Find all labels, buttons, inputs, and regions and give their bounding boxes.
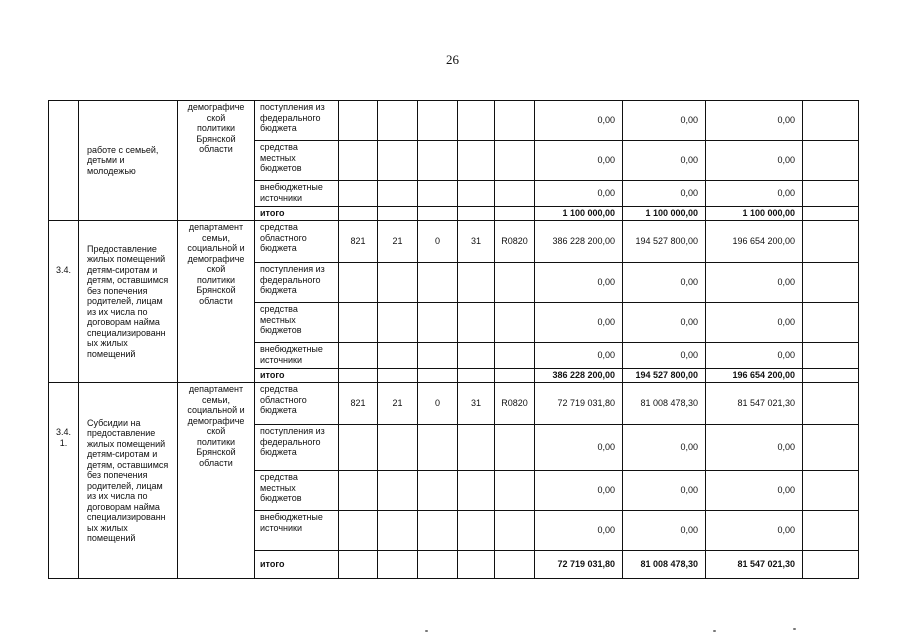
program-code: 31: [458, 221, 495, 263]
amount-year-1: 0,00: [535, 303, 623, 343]
gov-code: [339, 343, 378, 369]
target-code: [495, 551, 535, 579]
gov-code: [339, 369, 378, 383]
subsection-code: [418, 425, 458, 471]
subsection-code: [418, 471, 458, 511]
amount-year-2: 0,00: [623, 471, 706, 511]
amount-year-3: 81 547 021,30: [706, 551, 803, 579]
target-code: [495, 369, 535, 383]
extra-column: [803, 511, 859, 551]
funding-source: средства местных бюджетов: [255, 303, 339, 343]
gov-code: [339, 551, 378, 579]
subsection-code: [418, 141, 458, 181]
target-code: [495, 511, 535, 551]
gov-code: [339, 207, 378, 221]
amount-year-1: 72 719 031,80: [535, 551, 623, 579]
section-code: 21: [378, 383, 418, 425]
amount-year-1: 386 228 200,00: [535, 221, 623, 263]
extra-column: [803, 221, 859, 263]
section-code: [378, 101, 418, 141]
item-number: [49, 101, 79, 221]
funding-source: средства областного бюджета: [255, 383, 339, 425]
amount-year-1: 1 100 000,00: [535, 207, 623, 221]
funding-source: итого: [255, 369, 339, 383]
item-executor: департамент семьи, социальной и демографиче ской политики Брянской области: [178, 221, 255, 383]
section-code: [378, 343, 418, 369]
amount-year-2: 0,00: [623, 101, 706, 141]
program-code: [458, 425, 495, 471]
target-code: [495, 263, 535, 303]
amount-year-3: 0,00: [706, 141, 803, 181]
program-code: [458, 551, 495, 579]
funding-source: итого: [255, 207, 339, 221]
amount-year-1: 0,00: [535, 263, 623, 303]
amount-year-3: 0,00: [706, 101, 803, 141]
program-code: [458, 141, 495, 181]
program-code: [458, 181, 495, 207]
gov-code: [339, 181, 378, 207]
table-row: [49, 101, 859, 141]
program-code: [458, 207, 495, 221]
subsection-code: [418, 551, 458, 579]
subsection-code: [418, 263, 458, 303]
program-code: 31: [458, 383, 495, 425]
amount-year-3: 81 547 021,30: [706, 383, 803, 425]
gov-code: 821: [339, 221, 378, 263]
extra-column: [803, 181, 859, 207]
program-code: [458, 263, 495, 303]
amount-year-3: 0,00: [706, 471, 803, 511]
gov-code: [339, 263, 378, 303]
section-code: [378, 263, 418, 303]
program-code: [458, 471, 495, 511]
amount-year-2: 0,00: [623, 263, 706, 303]
amount-year-3: 196 654 200,00: [706, 221, 803, 263]
gov-code: [339, 511, 378, 551]
amount-year-1: 386 228 200,00: [535, 369, 623, 383]
amount-year-2: 81 008 478,30: [623, 383, 706, 425]
target-code: [495, 303, 535, 343]
subsection-code: [418, 207, 458, 221]
funding-source: поступления из федерального бюджета: [255, 263, 339, 303]
scan-speck: [713, 630, 716, 632]
program-code: [458, 369, 495, 383]
amount-year-1: 0,00: [535, 101, 623, 141]
section-code: [378, 551, 418, 579]
amount-year-3: 0,00: [706, 303, 803, 343]
extra-column: [803, 551, 859, 579]
funding-source: поступления из федерального бюджета: [255, 101, 339, 141]
page-number: 26: [446, 52, 459, 67]
subsection-code: [418, 369, 458, 383]
section-code: [378, 369, 418, 383]
target-code: [495, 141, 535, 181]
section-code: 21: [378, 221, 418, 263]
target-code: [495, 425, 535, 471]
subsection-code: [418, 343, 458, 369]
extra-column: [803, 471, 859, 511]
amount-year-3: 0,00: [706, 181, 803, 207]
amount-year-2: 81 008 478,30: [623, 551, 706, 579]
target-code: R0820: [495, 383, 535, 425]
section-code: [378, 425, 418, 471]
amount-year-3: 0,00: [706, 343, 803, 369]
target-code: [495, 343, 535, 369]
extra-column: [803, 369, 859, 383]
amount-year-2: 0,00: [623, 511, 706, 551]
item-executor: департамент семьи, социальной и демографиче ской политики Брянской области: [178, 383, 255, 579]
amount-year-2: 1 100 000,00: [623, 207, 706, 221]
scan-speck: [793, 628, 796, 630]
gov-code: [339, 425, 378, 471]
scan-speck: [425, 630, 428, 632]
target-code: [495, 101, 535, 141]
target-code: R0820: [495, 221, 535, 263]
extra-column: [803, 263, 859, 303]
amount-year-3: 1 100 000,00: [706, 207, 803, 221]
amount-year-2: 0,00: [623, 343, 706, 369]
item-number: 3.4. 1.: [49, 383, 79, 579]
funding-source: поступления из федерального бюджета: [255, 425, 339, 471]
amount-year-2: 194 527 800,00: [623, 369, 706, 383]
amount-year-3: 196 654 200,00: [706, 369, 803, 383]
subsection-code: 0: [418, 221, 458, 263]
amount-year-2: 194 527 800,00: [623, 221, 706, 263]
extra-column: [803, 207, 859, 221]
extra-column: [803, 303, 859, 343]
subsection-code: [418, 511, 458, 551]
item-name: Предоставление жилых помещений детям-сиротам и детям, оставшимся без попечения родителей, лицам из их числа по договорам найма специализированн ых жилых помещений: [79, 221, 178, 383]
amount-year-1: 0,00: [535, 141, 623, 181]
amount-year-1: 72 719 031,80: [535, 383, 623, 425]
extra-column: [803, 383, 859, 425]
gov-code: [339, 101, 378, 141]
amount-year-3: 0,00: [706, 263, 803, 303]
subsection-code: [418, 303, 458, 343]
amount-year-3: 0,00: [706, 425, 803, 471]
extra-column: [803, 141, 859, 181]
amount-year-1: 0,00: [535, 471, 623, 511]
section-code: [378, 303, 418, 343]
table-row: [49, 383, 859, 425]
section-code: [378, 511, 418, 551]
extra-column: [803, 101, 859, 141]
funding-source: внебюджетные источники: [255, 181, 339, 207]
item-executor: демографиче ской политики Брянской области: [178, 101, 255, 221]
budget-table: [48, 100, 859, 579]
amount-year-1: 0,00: [535, 425, 623, 471]
item-number: 3.4.: [49, 221, 79, 383]
gov-code: [339, 141, 378, 181]
target-code: [495, 471, 535, 511]
amount-year-1: 0,00: [535, 181, 623, 207]
program-code: [458, 511, 495, 551]
extra-column: [803, 425, 859, 471]
section-code: [378, 181, 418, 207]
item-name: Субсидии на предоставление жилых помещений детям-сиротам и детям, оставшимся без попечения родителей, лицам из их числа по договорам найма специализированн ых жилых помещений: [79, 383, 178, 579]
funding-source: средства местных бюджетов: [255, 471, 339, 511]
program-code: [458, 343, 495, 369]
gov-code: [339, 471, 378, 511]
program-code: [458, 101, 495, 141]
gov-code: [339, 303, 378, 343]
subsection-code: 0: [418, 383, 458, 425]
amount-year-2: 0,00: [623, 181, 706, 207]
subsection-code: [418, 181, 458, 207]
program-code: [458, 303, 495, 343]
funding-source: внебюджетные источники: [255, 511, 339, 551]
amount-year-2: 0,00: [623, 141, 706, 181]
amount-year-3: 0,00: [706, 511, 803, 551]
section-code: [378, 141, 418, 181]
amount-year-2: 0,00: [623, 303, 706, 343]
amount-year-2: 0,00: [623, 425, 706, 471]
funding-source: внебюджетные источники: [255, 343, 339, 369]
table-row: [49, 221, 859, 263]
gov-code: 821: [339, 383, 378, 425]
target-code: [495, 181, 535, 207]
item-name: работе с семьей, детьми и молодежью: [79, 101, 178, 221]
funding-source: средства областного бюджета: [255, 221, 339, 263]
subsection-code: [418, 101, 458, 141]
section-code: [378, 471, 418, 511]
funding-source: средства местных бюджетов: [255, 141, 339, 181]
extra-column: [803, 343, 859, 369]
funding-source: итого: [255, 551, 339, 579]
amount-year-1: 0,00: [535, 343, 623, 369]
target-code: [495, 207, 535, 221]
section-code: [378, 207, 418, 221]
amount-year-1: 0,00: [535, 511, 623, 551]
